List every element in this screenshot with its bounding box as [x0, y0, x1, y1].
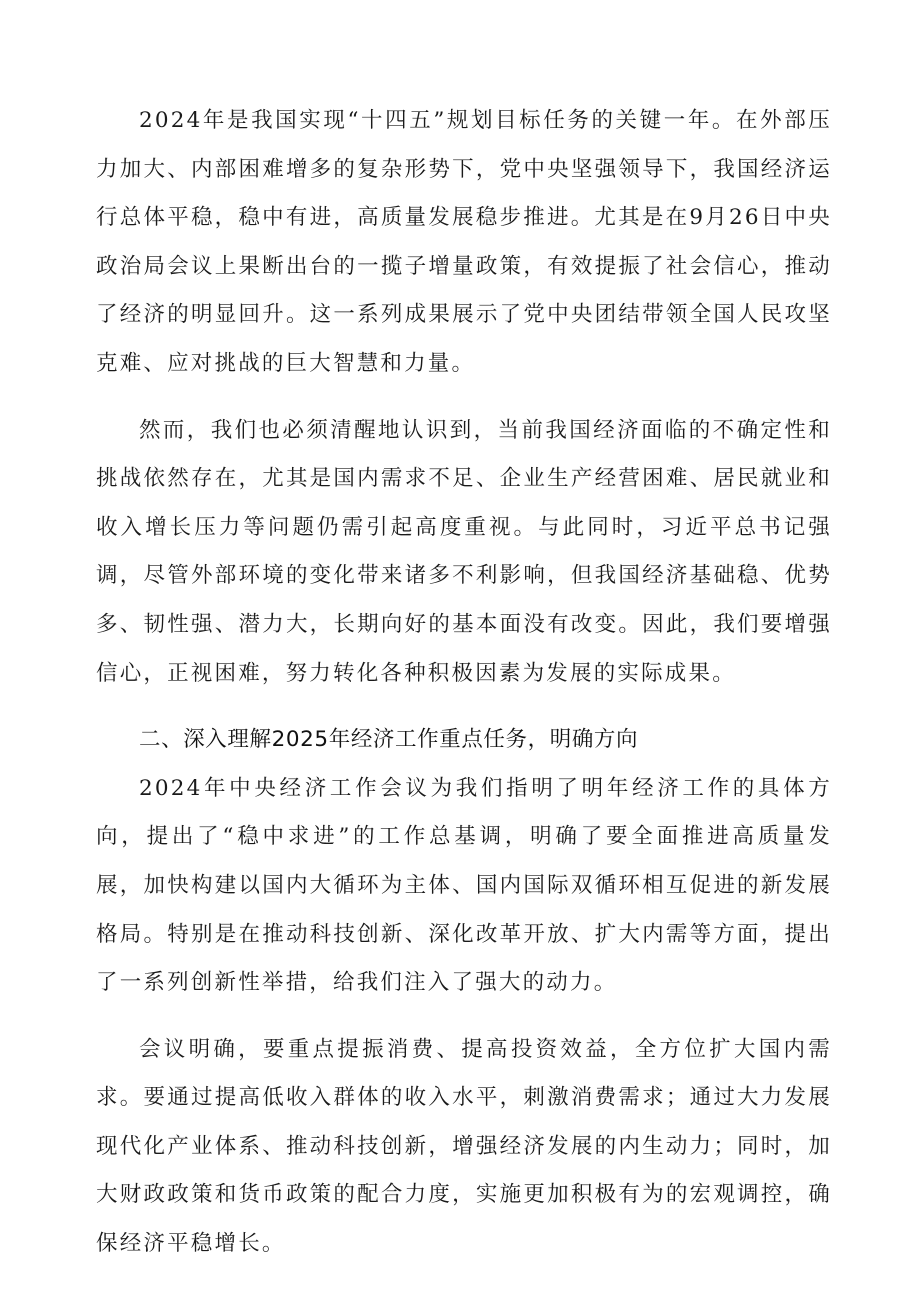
paragraph-1: 2024年是我国实现“十四五”规划目标任务的关键一年。在外部压力加大、内部困难增多的复杂形势下，党中央坚强领导下，我国经济运行总体平稳，稳中有进，高质量发展稳步推进。尤其是在9月26日中央政治局会议上果断出台的一揽子增量政策，有效提振了社会信心，推动了经济的明显回升。这一系列成果展示了党中央团结带领全国人民攻坚克难、应对挑战的巨大智慧和力量。	[96, 108, 832, 376]
paragraph-3: 2024年中央经济工作会议为我们指明了明年经济工作的具体方向，提出了“稳中求进”的工作总基调，明确了要全面推进高质量发展，加快构建以国内大循环为主体、国内国际双循环相互促进的新发展格局。特别是在推动科技创新、深化改革开放、扩大内需等方面，提出了一系列创新性举措，给我们注入了强大的动力。	[96, 775, 832, 996]
document-body	[96, 97, 832, 1287]
paragraph-4: 会议明确，要重点提振消费、提高投资效益，全方位扩大国内需求。要通过提高低收入群体的收入水平，刺激消费需求；通过大力发展现代化产业体系、推动科技创新，增强经济发展的内生动力；同时，加大财政政策和货币政策的配合力度，实施更加积极有为的宏观调控，确保经济平稳增长。	[96, 1036, 832, 1257]
section-heading: 二、深入理解2025年经济工作重点任务，明确方向	[139, 727, 639, 753]
paragraph-2: 然而，我们也必须清醒地认识到，当前我国经济面临的不确定性和挑战依然存在，尤其是国内需求不足、企业生产经营困难、居民就业和收入增长压力等问题仍需引起高度重视。与此同时，习近平总书记强调，尽管外部环境的变化带来诸多不利影响，但我国经济基础稳、优势多、韧性强、潜力大，长期向好的基本面没有改变。因此，我们要增强信心，正视困难，努力转化各种积极因素为发展的实际成果。	[96, 417, 832, 686]
